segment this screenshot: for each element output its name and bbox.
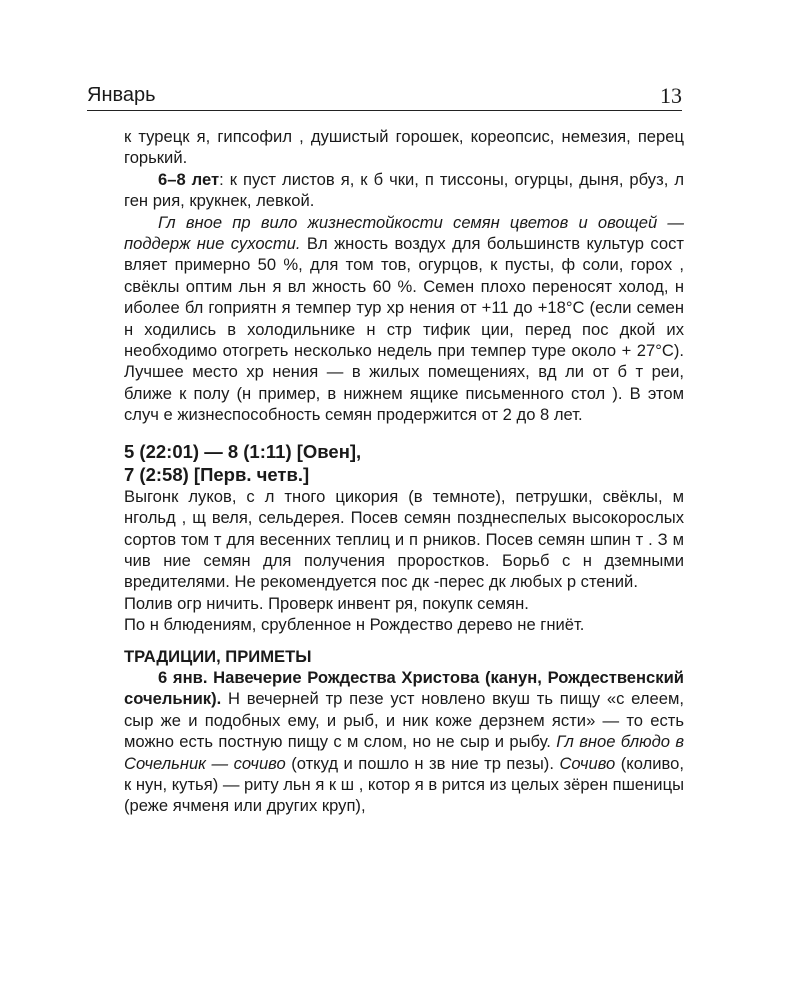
traditions-text-2: (откуд и пошло н зв ние тр пезы). (285, 753, 560, 773)
traditions-paragraph (124, 667, 684, 817)
traditions-text-3: (коливо, к нун, кутья) — риту льн я к ш , котор я в рится из целых зёрен пшеницы (реже ячменя или других круп), (124, 753, 685, 816)
traditions-heading: ТРАДИЦИИ, ПРИМЕТЫ (124, 646, 312, 666)
page-number: 13 (660, 83, 682, 108)
traditions-text-1: Н вечерней тр пезе уст новлено вкуш ть пищу «с елеем, сыр же и подобных ему, и рыб, и ник коже дерзнем ясти» — то есть можно есть постную пищу с м слом, но не сыр и рыбу. (124, 689, 684, 752)
period-heading (124, 440, 684, 486)
seeds-paragraph-2 (124, 169, 684, 212)
page-body (124, 126, 684, 817)
traditions-italic-2: Сочиво (559, 753, 616, 773)
period-heading-line-2: 7 (2:58) [Перв. четв.] (124, 463, 310, 485)
seeds-paragraph-3 (124, 212, 684, 426)
period-paragraph-3: По н блюдениям, срубленное н Рождество дерево не гниёт. (124, 615, 585, 635)
chapter-title: Январь (87, 84, 156, 106)
storage-details: Вл жность воздух для большинств культур сост вляет примерно 50 %, для том тов, огурцов, к пусты, ф соли, горох , свёклы оптим льн я вл жность 60 %. Семен плохо переносят холод, н иболее бл гоприятн я темпер тур хр нения от +11 до +18°С (если семен н ходились в холодильнике н стр тифик ции, перед пос дкой их необходимо отогреть несколько недель при темпер туре около + 27°С). Лучшее место хр нения — в жилых помещениях, вд ли от б т реи, ближе к полу (н пример, в нижнем ящике письменного стол ). В этом случ е жизнеспособность семян продержится от 2 до 8 лет. (124, 234, 685, 425)
traditions-date: 6 янв. Навечерие Рождества Христова (канун, Рождественский сочельник). (124, 667, 684, 709)
seed-crops-list: : к пуст листов я, к б чки, п тиссоны, огурцы, дыня, рбуз, л ген рия, крукнек, левкой. (124, 169, 684, 211)
seed-age-label: 6–8 лет (158, 169, 220, 189)
period-paragraph-1: Выгонк луков, с л тного цикория (в темноте), петрушки, свёклы, м нгольд , щ веля, сельдерея. Посев семян позднеспелых высокорослых сортов том т для весенних теплиц и п рников. Посев семян шпин т . З м чив ние семян для получения проростков. Борьб с н дземными вредителями. Не рекомендуется пос дк -перес дк любых р стений. (124, 486, 684, 592)
period-paragraph-2: Полив огр ничить. Проверк инвент ря, покупк семян. (124, 593, 529, 613)
storage-rule: Гл вное пр вило жизнестойкости семян цветов и овощей — поддерж ние сухости. (124, 212, 684, 254)
running-head (87, 84, 682, 111)
traditions-italic-1: Гл вное блюдо в Сочельник — сочиво (124, 732, 684, 773)
period-heading-line-1: 5 (22:01) — 8 (1:11) [Овен], (124, 440, 362, 462)
seeds-paragraph-1: к турецк я, гипсофил , душистый горошек, кореопсис, немезия, перец горький. (124, 127, 684, 168)
